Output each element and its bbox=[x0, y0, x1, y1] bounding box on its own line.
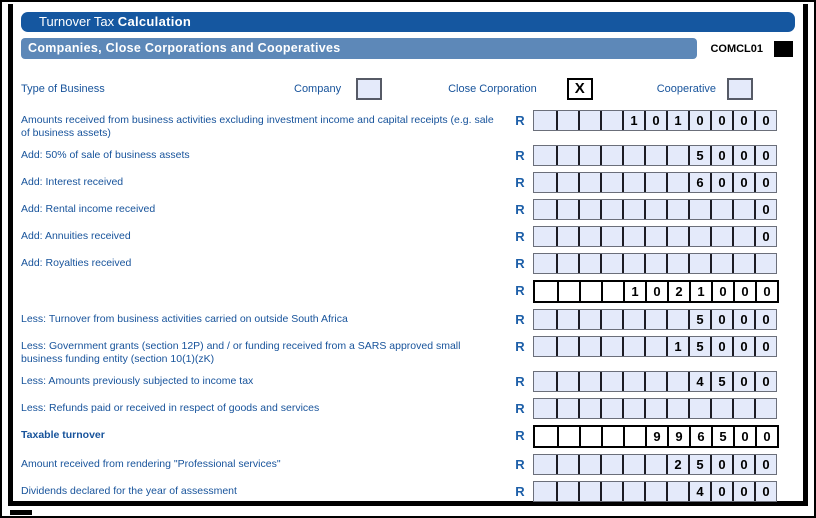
form-row bbox=[21, 145, 797, 166]
digit-box[interactable] bbox=[600, 482, 622, 501]
form-row bbox=[21, 371, 797, 392]
digit-box[interactable]: 0 bbox=[710, 455, 732, 474]
digit-box[interactable] bbox=[534, 173, 556, 192]
digit-box[interactable]: 4 bbox=[688, 482, 710, 501]
digit-box[interactable]: 0 bbox=[732, 146, 754, 165]
digit-box[interactable] bbox=[534, 337, 556, 356]
digit-box[interactable] bbox=[578, 254, 600, 273]
digit-box[interactable]: 0 bbox=[754, 337, 776, 356]
digit-box bbox=[623, 427, 645, 446]
digit-box-strip bbox=[533, 253, 777, 274]
digit-box[interactable] bbox=[622, 399, 644, 418]
digit-box[interactable] bbox=[578, 111, 600, 130]
row-label: Less: Turnover from business activities carried on outside South Africa bbox=[21, 313, 348, 325]
digit-box[interactable]: 0 bbox=[754, 455, 776, 474]
digit-box[interactable]: 0 bbox=[754, 482, 776, 501]
registration-mark-square bbox=[774, 41, 793, 57]
form-row bbox=[21, 226, 797, 247]
digit-box[interactable]: 0 bbox=[710, 146, 732, 165]
digit-box[interactable] bbox=[732, 200, 754, 219]
digit-box[interactable] bbox=[666, 146, 688, 165]
row-label: Amounts received from business activities excluding investment income and capital receipts (e.g. sale of business assets) bbox=[21, 114, 494, 139]
digit-box: 0 bbox=[733, 282, 755, 301]
digit-box: 2 bbox=[667, 282, 689, 301]
digit-box[interactable] bbox=[578, 146, 600, 165]
digit-box-strip bbox=[533, 398, 777, 419]
form-row bbox=[21, 454, 797, 475]
digit-box[interactable] bbox=[622, 372, 644, 391]
digit-box bbox=[557, 282, 579, 301]
currency-symbol: R bbox=[515, 175, 525, 190]
currency-symbol: R bbox=[515, 229, 525, 244]
digit-box[interactable]: 0 bbox=[732, 173, 754, 192]
digit-box[interactable] bbox=[732, 227, 754, 246]
digit-box[interactable] bbox=[644, 310, 666, 329]
digit-box[interactable]: 0 bbox=[710, 173, 732, 192]
digit-box[interactable]: 5 bbox=[688, 455, 710, 474]
currency-symbol: R bbox=[515, 484, 525, 499]
digit-box[interactable] bbox=[556, 146, 578, 165]
checkbox-cooperative[interactable] bbox=[727, 78, 753, 100]
form-title-prefix: Turnover Tax bbox=[39, 14, 118, 29]
digit-box: 9 bbox=[667, 427, 689, 446]
digit-box[interactable] bbox=[556, 337, 578, 356]
digit-box[interactable] bbox=[666, 372, 688, 391]
next-section-mark bbox=[10, 510, 32, 515]
row-label: Less: Amounts previously subjected to income tax bbox=[21, 375, 254, 387]
digit-box[interactable]: 0 bbox=[754, 200, 776, 219]
digit-box: 1 bbox=[689, 282, 711, 301]
digit-box[interactable] bbox=[578, 399, 600, 418]
digit-box[interactable] bbox=[622, 455, 644, 474]
form-row bbox=[21, 309, 797, 330]
digit-box[interactable] bbox=[644, 146, 666, 165]
cooperative-label: Cooperative bbox=[656, 83, 717, 95]
digit-box[interactable]: 5 bbox=[688, 146, 710, 165]
digit-box: 0 bbox=[645, 282, 667, 301]
digit-box[interactable] bbox=[600, 146, 622, 165]
row-label: Add: Interest received bbox=[21, 176, 124, 188]
digit-box[interactable] bbox=[534, 146, 556, 165]
checkbox-close-corporation[interactable]: X bbox=[567, 78, 593, 100]
digit-box[interactable]: 0 bbox=[754, 372, 776, 391]
digit-box[interactable]: 0 bbox=[732, 310, 754, 329]
digit-box[interactable] bbox=[534, 200, 556, 219]
digit-box[interactable]: 1 bbox=[666, 337, 688, 356]
row-label: Taxable turnover bbox=[21, 429, 105, 441]
digit-box[interactable]: 0 bbox=[732, 372, 754, 391]
digit-box bbox=[535, 282, 557, 301]
digit-box[interactable] bbox=[644, 173, 666, 192]
digit-box[interactable]: 0 bbox=[710, 337, 732, 356]
form-row bbox=[21, 425, 797, 448]
digit-box[interactable] bbox=[622, 146, 644, 165]
digit-box[interactable] bbox=[622, 173, 644, 192]
form-row bbox=[21, 253, 797, 274]
digit-box-strip bbox=[533, 280, 779, 303]
digit-box[interactable] bbox=[600, 455, 622, 474]
type-of-business-row bbox=[21, 77, 797, 101]
digit-box[interactable]: 0 bbox=[754, 173, 776, 192]
currency-symbol: R bbox=[515, 283, 525, 298]
section-header-row bbox=[21, 38, 795, 59]
row-label: Dividends declared for the year of assessment bbox=[21, 485, 237, 497]
digit-box[interactable] bbox=[600, 173, 622, 192]
digit-box[interactable] bbox=[644, 227, 666, 246]
digit-box[interactable] bbox=[622, 200, 644, 219]
digit-box[interactable]: 5 bbox=[688, 310, 710, 329]
digit-box[interactable]: 0 bbox=[710, 310, 732, 329]
digit-box[interactable] bbox=[688, 227, 710, 246]
digit-box[interactable]: 0 bbox=[732, 482, 754, 501]
digit-box-strip bbox=[533, 145, 777, 166]
digit-box-strip bbox=[533, 199, 777, 220]
row-label bbox=[21, 280, 513, 284]
digit-box[interactable] bbox=[556, 399, 578, 418]
digit-box[interactable]: 0 bbox=[644, 111, 666, 130]
form-code: COMCL01 bbox=[710, 42, 763, 55]
digit-box[interactable] bbox=[578, 310, 600, 329]
form-row bbox=[21, 110, 797, 139]
digit-box[interactable] bbox=[600, 310, 622, 329]
digit-box[interactable] bbox=[666, 200, 688, 219]
form-row bbox=[21, 280, 797, 303]
digit-box[interactable]: 5 bbox=[710, 372, 732, 391]
digit-box[interactable] bbox=[666, 482, 688, 501]
digit-box[interactable]: 0 bbox=[754, 111, 776, 130]
digit-box[interactable] bbox=[622, 254, 644, 273]
type-of-business-label: Type of Business bbox=[21, 83, 105, 95]
digit-box[interactable]: 0 bbox=[710, 482, 732, 501]
row-label: Amount received from rendering "Professional services" bbox=[21, 458, 281, 470]
digit-box-strip bbox=[533, 226, 777, 247]
digit-box[interactable]: 0 bbox=[754, 310, 776, 329]
digit-box[interactable] bbox=[644, 337, 666, 356]
digit-box-strip bbox=[533, 336, 777, 357]
currency-symbol: R bbox=[515, 312, 525, 327]
digit-box[interactable]: 5 bbox=[688, 337, 710, 356]
digit-box[interactable] bbox=[644, 254, 666, 273]
digit-box[interactable] bbox=[622, 482, 644, 501]
digit-box-strip bbox=[533, 425, 779, 448]
company-label: Company bbox=[294, 83, 342, 95]
digit-box[interactable] bbox=[600, 254, 622, 273]
digit-box: 5 bbox=[711, 427, 733, 446]
digit-box[interactable] bbox=[578, 227, 600, 246]
digit-box-strip bbox=[533, 110, 777, 131]
digit-box-strip bbox=[533, 309, 777, 330]
digit-box-strip bbox=[533, 371, 777, 392]
digit-box[interactable] bbox=[622, 227, 644, 246]
digit-box[interactable]: 0 bbox=[732, 455, 754, 474]
checkbox-company[interactable] bbox=[356, 78, 382, 100]
amount-rows bbox=[21, 110, 797, 502]
digit-box[interactable] bbox=[622, 337, 644, 356]
digit-box[interactable]: 1 bbox=[666, 111, 688, 130]
digit-box: 1 bbox=[623, 282, 645, 301]
digit-box: 0 bbox=[755, 282, 777, 301]
digit-box-strip bbox=[533, 172, 777, 193]
digit-box[interactable] bbox=[688, 254, 710, 273]
digit-box-strip bbox=[533, 481, 777, 502]
digit-box[interactable] bbox=[600, 227, 622, 246]
digit-box bbox=[601, 427, 623, 446]
digit-box[interactable] bbox=[534, 455, 556, 474]
digit-box[interactable] bbox=[556, 173, 578, 192]
row-label: Add: 50% of sale of business assets bbox=[21, 149, 190, 161]
digit-box[interactable]: 0 bbox=[732, 111, 754, 130]
digit-box bbox=[535, 427, 557, 446]
digit-box[interactable]: 0 bbox=[754, 227, 776, 246]
digit-box[interactable] bbox=[556, 200, 578, 219]
digit-box[interactable] bbox=[534, 482, 556, 501]
row-label: Less: Government grants (section 12P) and / or funding received from a SARS approved small business funding entity (section 10(1)(zK) bbox=[21, 340, 461, 365]
row-label: Add: Royalties received bbox=[21, 257, 132, 269]
digit-box[interactable] bbox=[710, 254, 732, 273]
digit-box[interactable]: 2 bbox=[666, 455, 688, 474]
form-row bbox=[21, 336, 797, 365]
digit-box[interactable] bbox=[556, 372, 578, 391]
digit-box[interactable] bbox=[644, 455, 666, 474]
digit-box bbox=[579, 427, 601, 446]
form-title-bar bbox=[21, 12, 795, 32]
currency-symbol: R bbox=[515, 401, 525, 416]
digit-box[interactable] bbox=[600, 399, 622, 418]
form-title-bold: Calculation bbox=[117, 14, 192, 29]
digit-box[interactable] bbox=[534, 227, 556, 246]
digit-box[interactable] bbox=[600, 337, 622, 356]
digit-box[interactable] bbox=[556, 310, 578, 329]
digit-box[interactable] bbox=[578, 173, 600, 192]
digit-box[interactable] bbox=[622, 310, 644, 329]
digit-box[interactable] bbox=[556, 111, 578, 130]
digit-box[interactable] bbox=[754, 254, 776, 273]
digit-box[interactable] bbox=[534, 399, 556, 418]
digit-box[interactable] bbox=[644, 200, 666, 219]
currency-symbol: R bbox=[515, 339, 525, 354]
digit-box[interactable] bbox=[710, 399, 732, 418]
digit-box[interactable] bbox=[688, 399, 710, 418]
digit-box[interactable] bbox=[644, 372, 666, 391]
digit-box[interactable] bbox=[578, 372, 600, 391]
form-row bbox=[21, 199, 797, 220]
digit-box[interactable] bbox=[666, 173, 688, 192]
digit-box[interactable] bbox=[556, 227, 578, 246]
digit-box[interactable] bbox=[534, 254, 556, 273]
currency-symbol: R bbox=[515, 374, 525, 389]
digit-box[interactable] bbox=[600, 200, 622, 219]
row-label: Add: Annuities received bbox=[21, 230, 131, 242]
currency-symbol: R bbox=[515, 113, 525, 128]
currency-symbol: R bbox=[515, 148, 525, 163]
row-label: Less: Refunds paid or received in respect of goods and services bbox=[21, 402, 320, 414]
close-corporation-label: Close Corporation bbox=[448, 83, 537, 95]
currency-symbol: R bbox=[515, 256, 525, 271]
digit-box[interactable] bbox=[600, 111, 622, 130]
digit-box[interactable] bbox=[754, 399, 776, 418]
digit-box[interactable]: 6 bbox=[688, 173, 710, 192]
digit-box[interactable] bbox=[578, 337, 600, 356]
row-label: Add: Rental income received bbox=[21, 203, 156, 215]
form-row bbox=[21, 172, 797, 193]
digit-box[interactable] bbox=[732, 399, 754, 418]
digit-box bbox=[557, 427, 579, 446]
digit-box[interactable] bbox=[534, 111, 556, 130]
form-frame bbox=[8, 4, 808, 506]
digit-box[interactable]: 0 bbox=[754, 146, 776, 165]
digit-box[interactable] bbox=[666, 227, 688, 246]
digit-box[interactable] bbox=[710, 200, 732, 219]
digit-box[interactable] bbox=[556, 482, 578, 501]
digit-box[interactable]: 4 bbox=[688, 372, 710, 391]
digit-box[interactable] bbox=[732, 254, 754, 273]
digit-box[interactable] bbox=[688, 200, 710, 219]
digit-box[interactable] bbox=[556, 254, 578, 273]
form-row bbox=[21, 398, 797, 419]
digit-box[interactable] bbox=[578, 455, 600, 474]
digit-box[interactable]: 0 bbox=[732, 337, 754, 356]
digit-box: 0 bbox=[733, 427, 755, 446]
digit-box[interactable] bbox=[578, 200, 600, 219]
currency-symbol: R bbox=[515, 457, 525, 472]
digit-box bbox=[579, 282, 601, 301]
digit-box[interactable] bbox=[534, 310, 556, 329]
section-title-bar: Companies, Close Corporations and Cooperatives bbox=[21, 38, 697, 59]
digit-box[interactable] bbox=[644, 399, 666, 418]
digit-box[interactable] bbox=[666, 399, 688, 418]
digit-box[interactable] bbox=[600, 372, 622, 391]
digit-box[interactable] bbox=[534, 372, 556, 391]
currency-symbol: R bbox=[515, 428, 525, 443]
digit-box bbox=[601, 282, 623, 301]
digit-box[interactable]: 0 bbox=[710, 111, 732, 130]
digit-box: 6 bbox=[689, 427, 711, 446]
digit-box[interactable] bbox=[578, 482, 600, 501]
digit-box[interactable] bbox=[644, 482, 666, 501]
digit-box[interactable] bbox=[710, 227, 732, 246]
digit-box: 0 bbox=[711, 282, 733, 301]
digit-box[interactable] bbox=[666, 310, 688, 329]
digit-box[interactable] bbox=[556, 455, 578, 474]
digit-box: 0 bbox=[755, 427, 777, 446]
digit-box[interactable] bbox=[666, 254, 688, 273]
digit-box[interactable]: 1 bbox=[622, 111, 644, 130]
digit-box[interactable]: 0 bbox=[688, 111, 710, 130]
digit-box: 9 bbox=[645, 427, 667, 446]
currency-symbol: R bbox=[515, 202, 525, 217]
digit-box-strip bbox=[533, 454, 777, 475]
form-row bbox=[21, 481, 797, 502]
